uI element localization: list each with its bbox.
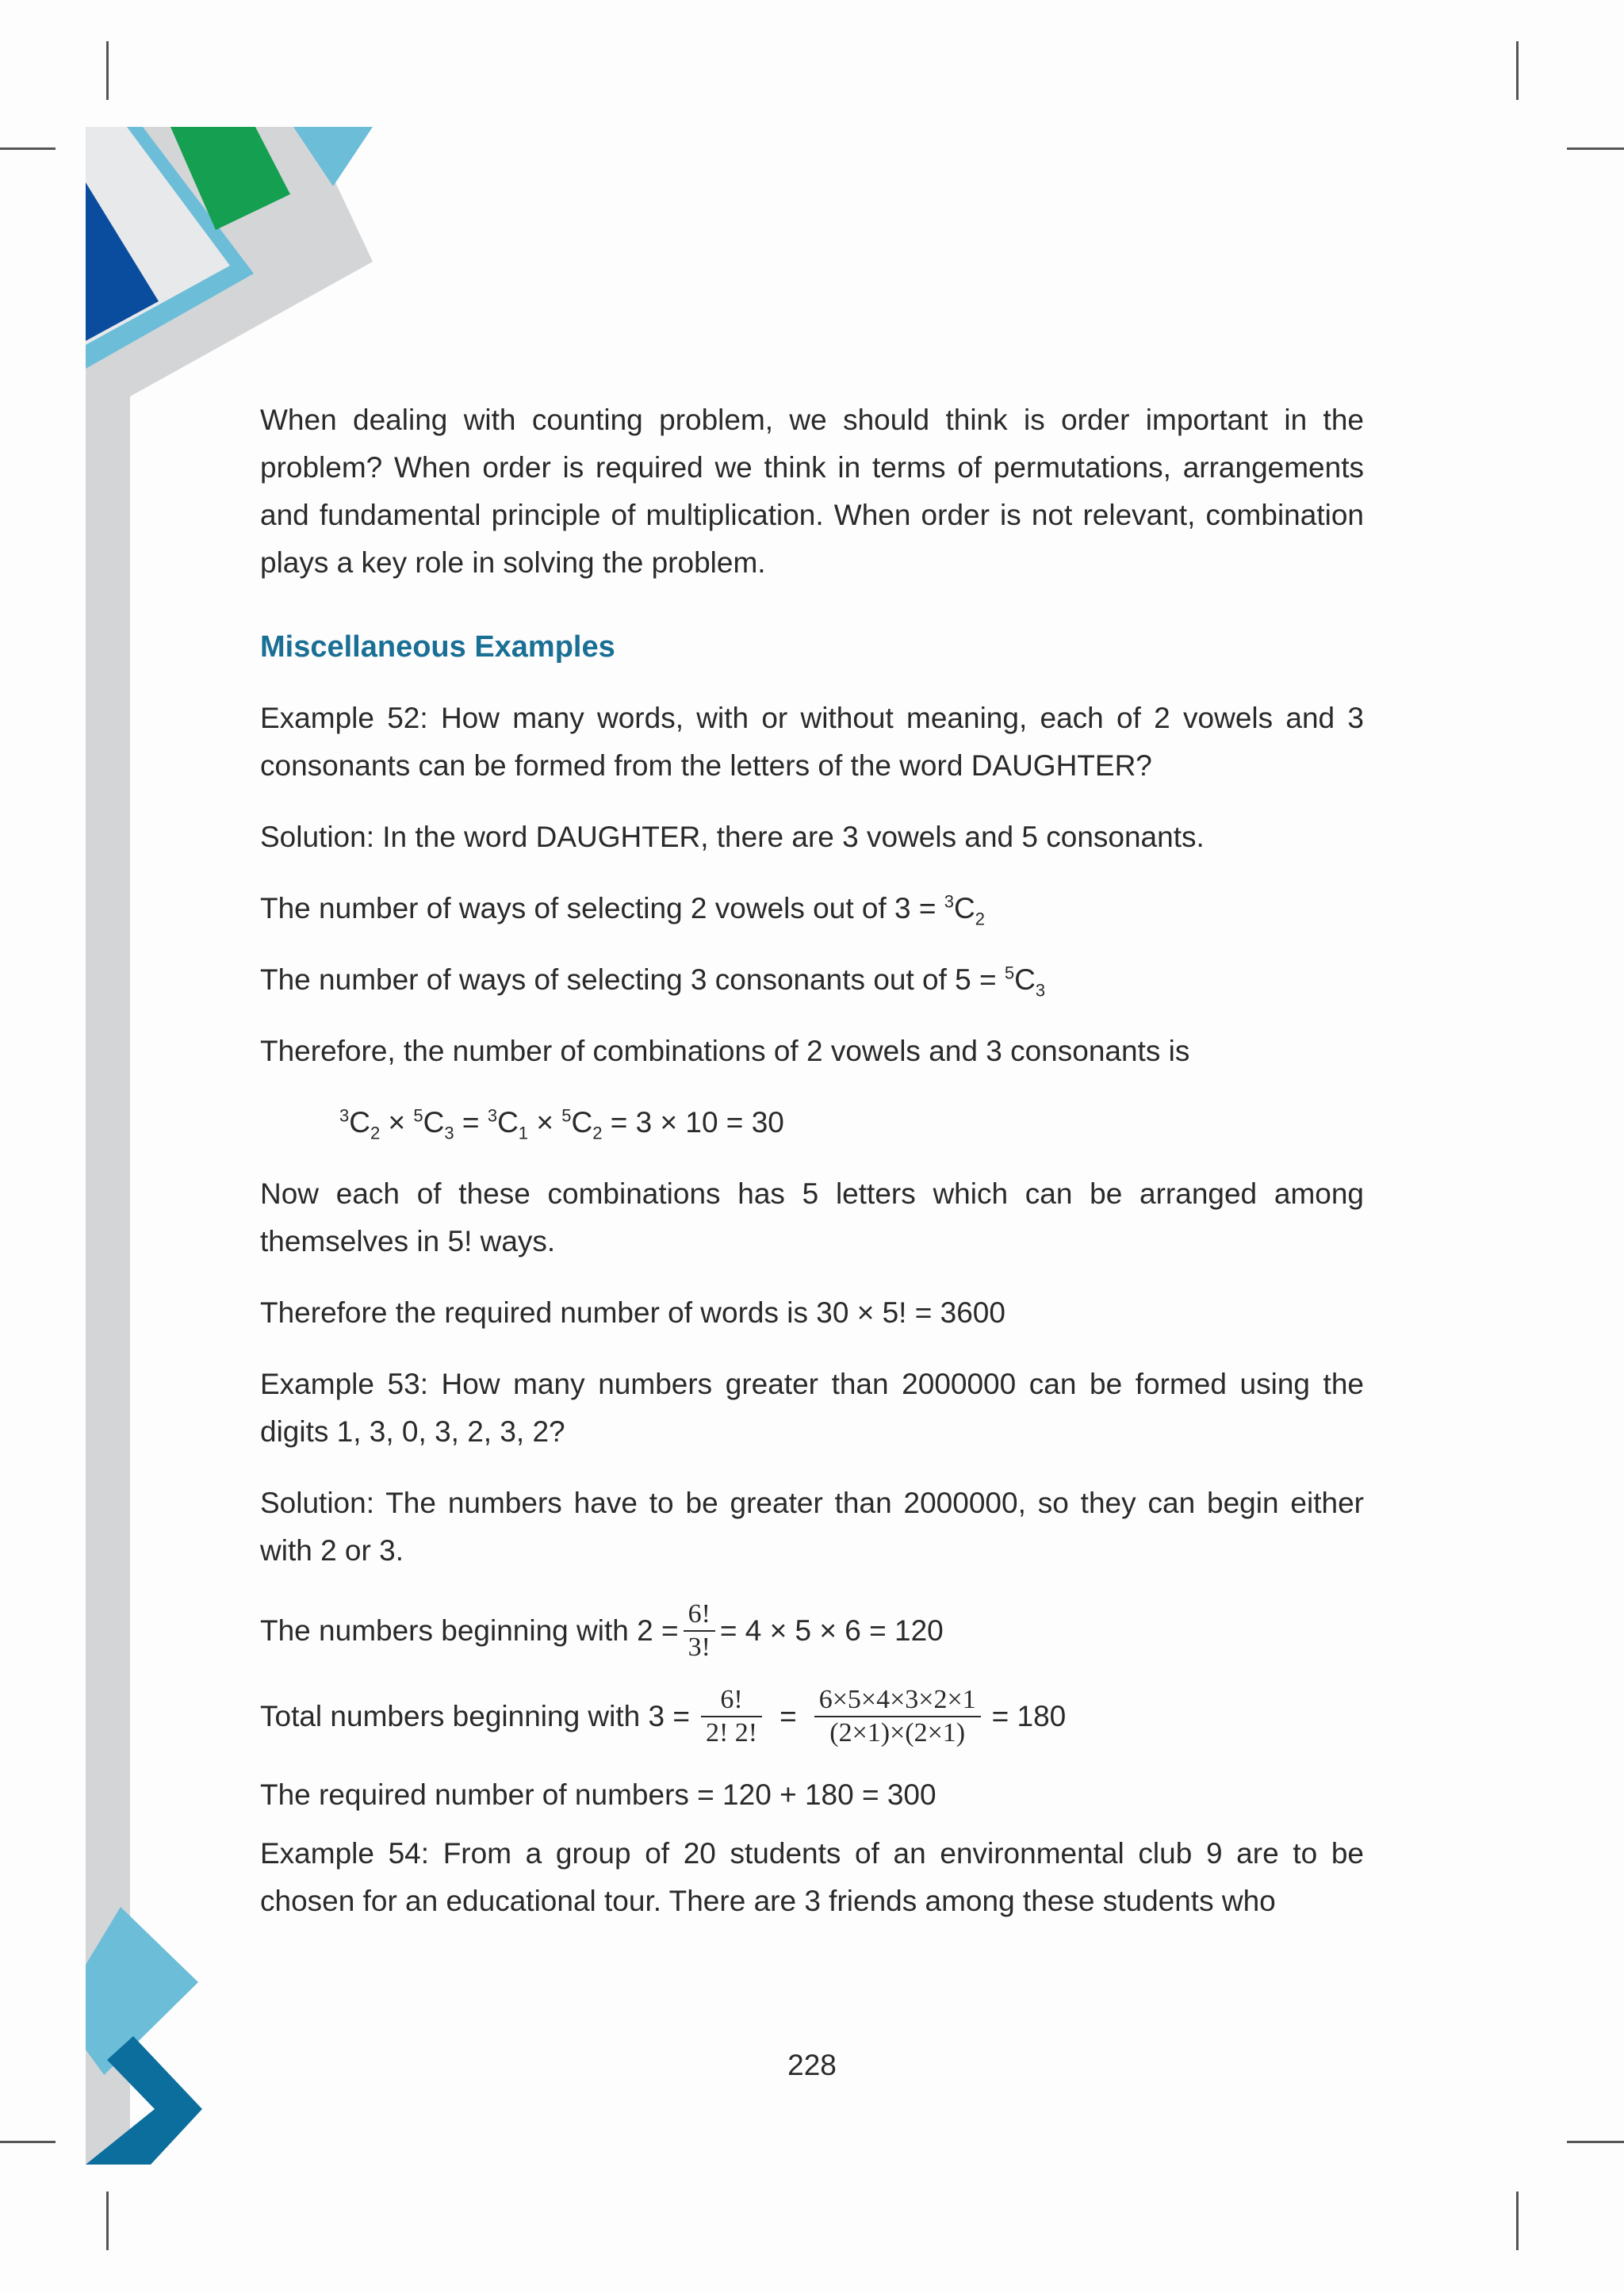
begin-with-3-text: Total numbers beginning with 3 = xyxy=(260,1700,690,1732)
intro-paragraph: When dealing with counting problem, we should think is order important in the problem? When order is required we think in terms of permutations, arrangements and fundamental principle of multiplication. When order is not relevant, combination plays a key role in solving the problem. xyxy=(260,404,1364,579)
fraction-numerator: 6! xyxy=(701,1684,762,1717)
example-53-solution: Solution: The numbers have to be greater than 2000000, so they can begin either with 2 or 3. xyxy=(260,1487,1364,1567)
example-52-solution: Solution: In the word DAUGHTER, there are 3 vowels and 5 consonants. xyxy=(260,821,1205,853)
consonants-selection-text: The number of ways of selecting 3 consonants out of 5 = xyxy=(260,963,1005,996)
combinations-equation: $^3C_2 \times ^5C_3 = ^3C_1 \times ^5C_2 = 3 \times 10 = 30$ xyxy=(339,1105,784,1143)
equals-sign: = xyxy=(779,1700,797,1732)
begin-with-3-result: = 180 xyxy=(991,1700,1067,1732)
arrangement-statement: Now each of these combinations has 5 letters which can be arranged among themselves in 5! ways. xyxy=(260,1177,1364,1258)
example-54-question: Example 54: From a group of 20 students of an environmental club 9 are to be chosen for an educational tour. There are 3 friends among these students who xyxy=(260,1837,1364,1917)
combinations-statement: Therefore, the number of combinations of 2 vowels and 3 consonants is xyxy=(260,1035,1190,1067)
begin-with-2-result: = 4 × 5 × 6 = 120 xyxy=(719,1614,944,1647)
section-heading: Miscellaneous Examples xyxy=(260,630,615,664)
example-53-answer: The required number of numbers = 120 + 180 = 300 xyxy=(260,1778,936,1811)
vowels-selection: The number of ways of selecting 2 vowels out of $3 = ^3C_2$ xyxy=(260,891,985,929)
fraction-denominator: 2! 2! xyxy=(705,1718,758,1748)
left-gray-bar xyxy=(86,127,130,2165)
example-52-answer: Therefore the required number of words is 30 × 5! = 3600 xyxy=(260,1296,1005,1329)
fraction-6-over-3 xyxy=(684,1598,715,1663)
begin-with-2-text: The numbers beginning with 2 = xyxy=(260,1614,679,1647)
consonants-selection: The number of ways of selecting 3 consonants out of $5 = ^5C_3$ xyxy=(260,963,1046,1001)
page-content xyxy=(260,396,1364,1925)
fraction-expanded xyxy=(814,1684,981,1749)
example-52-question: Example 52: How many words, with or without meaning, each of 2 vowels and 3 consonants can be formed from the letters of the word DAUGHTER? xyxy=(260,702,1364,782)
begin-with-3-line xyxy=(260,1684,1364,1749)
begin-with-2-line xyxy=(260,1598,1364,1663)
fraction-numerator: 6! xyxy=(684,1598,715,1632)
combinations-result: = 3 × 10 = 30 xyxy=(610,1106,784,1139)
fraction-denominator: 3! xyxy=(688,1633,710,1662)
example-53-question: Example 53: How many numbers greater than 2000000 can be formed using the digits 1, 3, 0, 3, 2, 3, 2? xyxy=(260,1368,1364,1448)
vowels-selection-text: The number of ways of selecting 2 vowels out of 3 = xyxy=(260,892,944,924)
fraction-6-over-2-2 xyxy=(701,1684,762,1749)
page-number: 228 xyxy=(787,2049,837,2081)
fraction-numerator: 6×5×4×3×2×1 xyxy=(814,1684,981,1717)
fraction-denominator: (2×1)×(2×1) xyxy=(829,1718,966,1748)
